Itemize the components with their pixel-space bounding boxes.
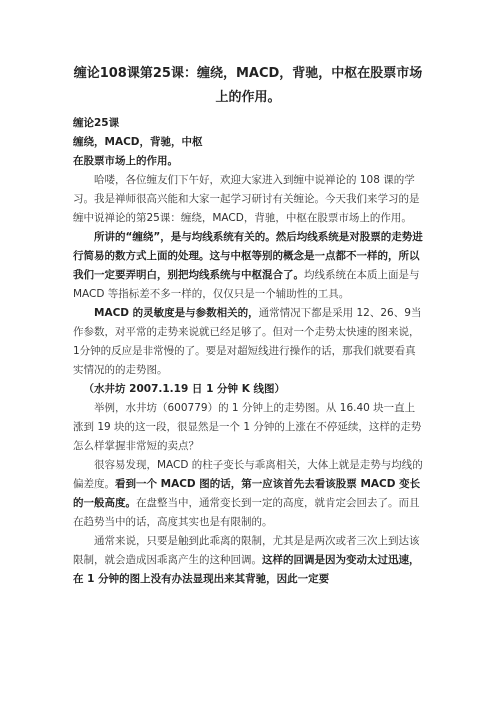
macd-text: 通常情况下都是采用 12、26、9当作参数，对平常的走势来说就已经足够了。但对一个走势太快速的图来说，1分钟的反应是非常慢的了。要是对超短线进行操作的话，那我们就要看真实情况的的走势图。 <box>73 307 422 376</box>
title-line-2: 上的作用。 <box>215 90 281 105</box>
entanglement-bold-text: 所讲的“缠绕”，是与均线系统有关的。然后均线系统是对股票的走势进行简易的数方式上面的处理。这与中枢等别的概念是一点都不一样的，所以我们一定要弄明白，别把均线系统与中枢混合了。 <box>73 231 423 281</box>
macd-bold-text: MACD 的灵敏度是与参数相关的， <box>94 307 259 319</box>
macd-bar-text-b: 在盘整当中，通常变长到一定的高度，就肯定会回去了。而且在趋势当中的话，高度其实也是有限制的。 <box>73 497 420 528</box>
macd-bar-bold-text: 看到一个 MACD 图的话，第一应该首先去看该股票 MACD 变长的一般高度。 <box>73 478 421 509</box>
paragraph-macd-bar <box>73 456 425 532</box>
chart-caption: （水井坊 2007.1.19 日 1 分钟 K 线图） <box>83 383 285 395</box>
paragraph-example: 举例，水井坊（600779）的 1 分钟上的走势图。从 16.40 块一直上涨到 19 块的这一段，很显然是一个 1 分钟的上涨在不停延续，这样的走势怎么样掌握非常短的卖点？ <box>73 402 422 452</box>
paragraph-deviation <box>73 532 425 589</box>
deviation-bold-text: 这样的回调是因为变动太过迅速，在 1 分钟的图上没有办法显现出来其背驰，因此一定要 <box>73 554 420 585</box>
title-line-1: 缠论108课第25课：缠绕，MACD，背驰，中枢在股票市场 <box>73 66 423 81</box>
article-body <box>73 114 425 589</box>
heading-lesson: 缠论25课 <box>73 117 120 129</box>
heading-topics: 缠绕，MACD，背驰，中枢 <box>73 136 203 148</box>
page-title <box>60 62 436 110</box>
paragraph-macd-sensitivity <box>73 304 425 380</box>
deviation-text: 通常来说，只要是触到此乖离的限制，尤其是是两次或者三次上到达该限制，就会造成因乖离产生的这种回调。 <box>73 535 420 566</box>
macd-bar-text-a: 很容易发现，MACD 的柱子变长与乖离相关，大体上就是走势与均线的偏差度。 <box>73 459 423 490</box>
heading-market-role: 在股票市场上的作用。 <box>73 155 178 167</box>
paragraph-intro: 哈喽，各位缠友们下午好，欢迎大家进入到缠中说禅论的 108 课的学习。我是禅师很高兴能和大家一起学习研讨有关缠论。今天我们来学习的是缠中说禅论的第25课：缠绕，MACD，背驰，中枢在股票市场上的作用。 <box>73 174 420 224</box>
entanglement-text: 均线系统在本质上面是与 MACD 等指标差不多一样的，仅仅只是一个辅助性的工具。 <box>73 269 420 300</box>
paragraph-entanglement <box>73 228 425 304</box>
